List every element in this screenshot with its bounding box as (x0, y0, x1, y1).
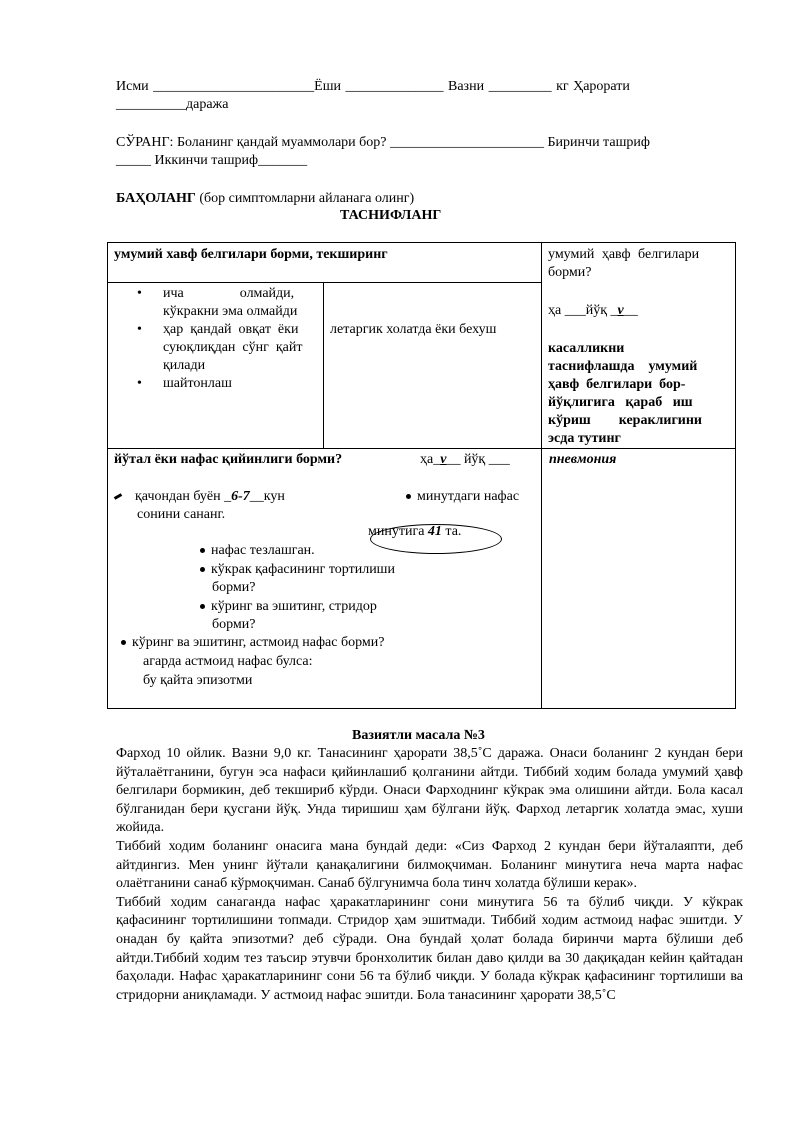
cough-heading: йўтал ёки нафас қийинлиги борми? (114, 452, 343, 467)
chest-indrawing-item (200, 561, 395, 579)
wheeze-item (121, 634, 384, 652)
form-line-visit: _____ Иккинчи ташриф_______ (116, 153, 308, 168)
bullet-icon (121, 640, 126, 645)
bullet-icon: • (137, 376, 142, 391)
form-line-temperature-unit: __________даража (116, 97, 229, 112)
wheeze-l2: агарда астмоид нафас булса: (143, 654, 313, 669)
bullet-icon (200, 604, 205, 609)
assess-bold: БАҲОЛАНГ (116, 191, 196, 206)
bullet-item-vomit (137, 321, 302, 339)
fast-breathing-text: нафас тезлашган. (211, 543, 315, 558)
note-line-1: касалликни (548, 341, 625, 356)
wheeze-l3: бу қайта эпизотми (143, 673, 253, 688)
since-line2: сонини сананг. (137, 507, 226, 522)
case-paragraph-3: Тиббий ходим санаганда нафас ҳаракатларининг сони минутига 56 та бўлиб чиқди. У кўкрак қафасининг тортилишини топмади. Стридор ҳам эшитмади. Тиббий ходим астмоид нафас эшитди. У онадан бу қайта эпизотми? деб сўради. Она бундай ҳолат болада биринчи марта бўлиши деб айтди.Тиббий ходим тез таъсир этувчи бронхолитик билан даво қилди ва 30 дақиқадан кейин қайтадан баҳолади. Нафас ҳаракатларининг сони 56 та бўлиб чиқди. У болада кўкрак қафасининг тортилиши ва стридорни аниқламади. У астмоид нафас эшитди. Бола танасининг ҳарорати 38,5˚С (116, 894, 743, 1003)
since-suffix: __кун (249, 489, 285, 504)
table-divider-mid (323, 282, 324, 448)
chest-indrawing-l2: борми? (212, 580, 256, 595)
since-value: 6-7 (231, 489, 250, 504)
bullet-icon (200, 548, 205, 553)
lethargic-sign: летаргик холатда ёки бехуш (330, 322, 497, 337)
case-title: Вазиятли масала №3 (352, 728, 485, 743)
stridor-l1: кўринг ва эшитинг, стридор (211, 599, 377, 614)
form-line-name-age-weight: Исми _______________________Ёши ______________ Вазни _________ кг Ҳарорати (116, 79, 630, 94)
case-body (116, 745, 743, 1005)
bullet-icon: • (137, 286, 142, 301)
assess-heading (116, 190, 414, 208)
note-line-5: кўриш кераклигини (548, 413, 702, 428)
table-divider-row2 (107, 448, 735, 449)
no-check-mark: v (617, 303, 624, 318)
stridor-item (200, 598, 377, 616)
note-line-2: таснифлашда умумий (548, 359, 698, 374)
chest-indrawing-l1: кўкрак қафасининг тортилиши (211, 562, 395, 577)
rate-label (406, 488, 519, 506)
rate-suffix: та. (441, 524, 462, 539)
fast-breathing-item (200, 542, 315, 560)
bullet-item-feeding (137, 285, 302, 303)
table-divider-right (541, 242, 542, 708)
cough-yes-suffix: __ йўқ ___ (446, 452, 510, 467)
bullet-icon (114, 493, 122, 500)
cough-yes-no (420, 451, 510, 469)
right-cell-line1: умумий ҳавф белгилари (548, 247, 700, 262)
bullet-item-convulsions (137, 375, 302, 393)
cough-yes-prefix: ҳа_ (420, 452, 441, 467)
since-prefix: қачондан буён _ (135, 489, 232, 504)
rate-value: 41 (427, 524, 442, 539)
circled-rate-mark (370, 524, 502, 554)
case-paragraph-2: Тиббий ходим боланинг онасига мана бундай деди: «Сиз Фарход 2 кундан бери йўталаяпти, деб айтдингиз. Мен унинг йўтали қанақалигини билмоқчиман. Боланинг минутига неча марта нафас олаётганини санаб кўрмоқчиман. Санаб бўлгунимча бола тинч холатда бўлиши керак». (116, 838, 743, 892)
rate-label-text: минутдаги нафас (417, 489, 520, 504)
danger-signs-heading: умумий хавф белгилари борми, текширинг (114, 247, 388, 262)
bullet-vomit-l2: суюқлиқдан сўнг қайт (163, 340, 303, 355)
yes-no-prefix: ҳа ___йўқ _ (548, 303, 618, 318)
right-cell-line2: борми? (548, 265, 592, 280)
wheeze-text: кўринг ва эшитинг, астмоид нафас борми? (132, 635, 385, 650)
stridor-l2: борми? (212, 617, 256, 632)
bullet-vomit-l3: қилади (163, 358, 206, 373)
since-when (114, 488, 285, 506)
case-paragraph-1: Фарход 10 ойлик. Вазни 9,0 кг. Танасининг ҳарорати 38,5˚С даража. Онаси боланинг 2 кундан бери йўталаётганини, бугун эса нафаси қийинлашиб қолганини айтди. Тиббий ходим болада умумий ҳавф белгилари бормикин, деб текшириб кўрди. Онаси Фарходнинг кўкрак эма олишини айтди. Бола касал бўлганидан бери қусгани йўқ. Унда тиришиш ҳам бўлгани йўқ. Фарход летаргик холатда эмас, хуши жойида. (116, 746, 743, 836)
table-divider-row1 (107, 282, 541, 283)
bullet-icon: • (137, 322, 142, 337)
form-line-ask-problems: СЎРАНГ: Боланинг қандай муаммолари бор? ______________________ Биринчи ташриф (116, 135, 650, 150)
bullet-icon (406, 494, 411, 499)
classify-heading: ТАСНИФЛАНГ (340, 208, 442, 223)
classification-note (548, 340, 728, 448)
bullet-vomit-l1: ҳар қандай овқат ёки (163, 322, 299, 337)
note-line-6: эсда тутинг (548, 431, 621, 446)
classification-pneumonia: пневмония (549, 452, 617, 467)
bullet-feeding-l2: кўкракни эма олмайди (163, 304, 298, 319)
danger-bullet-list (137, 285, 302, 393)
rate-prefix: минутига (368, 524, 428, 539)
bullet-feeding-l1: ича олмайди, (163, 286, 295, 301)
note-line-4: йўқлигига қараб иш (548, 395, 693, 410)
cough-yes-mark: v (440, 452, 447, 467)
danger-signs-right-cell (548, 246, 728, 448)
assess-instruction: (бор симптомларни айланага олинг) (195, 191, 415, 206)
yes-no-suffix: __ (623, 303, 638, 318)
note-line-3: ҳавф белгилари бор- (548, 377, 686, 392)
bullet-convulsions: шайтонлаш (163, 376, 232, 391)
yes-no-danger (548, 302, 728, 320)
bullet-icon (200, 567, 205, 572)
